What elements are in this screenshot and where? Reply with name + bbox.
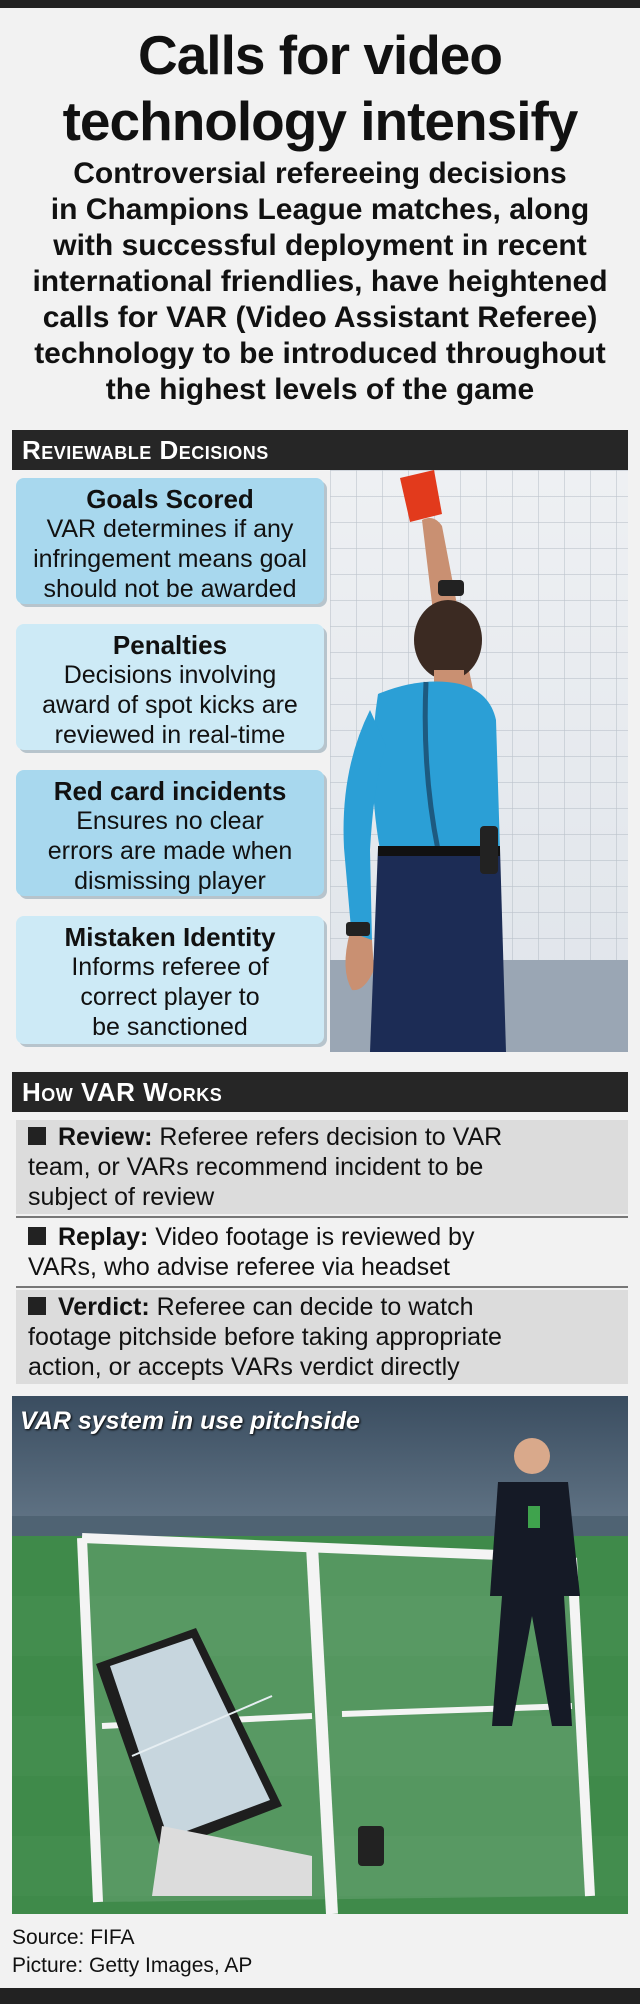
decision-card-mistaken-identity: [16, 916, 324, 1044]
decision-card-text-line: infringement means goal: [33, 545, 307, 573]
decision-card-text-line: Informs referee of: [71, 953, 269, 981]
headline-line-2: technology intensify: [62, 90, 578, 152]
decision-card-text-line: be sanctioned: [92, 1013, 248, 1041]
square-bullet-icon: [28, 1227, 46, 1245]
credits: [12, 1924, 252, 1980]
top-rule: [0, 0, 640, 8]
decision-card-text-line: errors are made when: [47, 837, 293, 865]
step-text-line: Referee can decide to watch: [149, 1293, 474, 1321]
referee-illustration: [330, 470, 628, 1052]
step-divider: [16, 1216, 628, 1218]
decision-card-red-card-incidents: [16, 770, 324, 896]
how-var-works-heading: How VAR Works: [12, 1072, 628, 1112]
decision-card-text-line: reviewed in real-time: [54, 721, 286, 749]
decision-card-title: Penalties: [112, 630, 228, 660]
step-text-line: Referee refers decision to VAR: [152, 1123, 503, 1151]
intro-line-4: international friendlies, have heightened: [32, 265, 608, 298]
intro-line-6: technology to be introduced throughout: [34, 337, 606, 370]
intro-paragraph: [10, 156, 630, 408]
step-text-line: Video footage is reviewed by: [148, 1223, 475, 1251]
picture-credit: Picture: Getty Images, AP: [12, 1954, 253, 1977]
decision-card-text-line: VAR determines if any: [46, 515, 294, 543]
intro-line-5: calls for VAR (Video Assistant Referee): [42, 301, 598, 334]
headline: [0, 22, 640, 154]
referee-red-card-photo: [330, 470, 628, 1052]
step-divider: [16, 1286, 628, 1288]
step-label: Replay:: [58, 1223, 149, 1251]
decision-card-text-line: Ensures no clear: [76, 807, 264, 835]
intro-line-7: the highest levels of the game: [105, 373, 535, 406]
step-text-line: action, or accepts VARs verdict directly: [28, 1353, 460, 1381]
step-verdict: [16, 1290, 628, 1384]
step-text-line: VARs, who advise referee via headset: [28, 1253, 450, 1281]
var-pitchside-photo: [12, 1396, 628, 1914]
step-text-line: footage pitchside before taking appropriate: [28, 1323, 502, 1351]
decision-card-text-line: award of spot kicks are: [42, 691, 298, 719]
source-credit: Source: FIFA: [12, 1926, 135, 1949]
pitchside-illustration: [12, 1396, 628, 1914]
intro-line-1: Controversial refereeing decisions: [73, 157, 567, 190]
step-label: Review:: [58, 1123, 153, 1151]
intro-line-3: with successful deployment in recent: [53, 229, 587, 262]
decision-card-text-line: Decisions involving: [63, 661, 277, 689]
headline-line-1: Calls for video: [138, 24, 502, 86]
photo-caption: VAR system in use pitchside: [20, 1407, 360, 1435]
square-bullet-icon: [28, 1127, 46, 1145]
decision-card-title: Goals Scored: [86, 484, 254, 514]
decision-card-goals-scored: [16, 478, 324, 604]
decision-card-text-line: dismissing player: [74, 867, 266, 895]
step-text-line: team, or VARs recommend incident to be: [28, 1153, 484, 1181]
step-review: [16, 1120, 628, 1214]
bottom-rule: [0, 1988, 640, 2004]
reviewable-decisions-heading: Reviewable Decisions: [12, 430, 628, 470]
step-label: Verdict:: [58, 1293, 150, 1321]
decision-card-text-line: should not be awarded: [43, 575, 297, 603]
intro-line-2: in Champions League matches, along: [50, 193, 590, 226]
step-text-line: subject of review: [28, 1183, 215, 1211]
decision-card-penalties: [16, 624, 324, 750]
decision-card-text-line: correct player to: [80, 983, 260, 1011]
decision-card-title: Mistaken Identity: [64, 922, 276, 952]
step-replay: [16, 1222, 628, 1284]
square-bullet-icon: [28, 1297, 46, 1315]
decision-card-title: Red card incidents: [53, 776, 287, 806]
